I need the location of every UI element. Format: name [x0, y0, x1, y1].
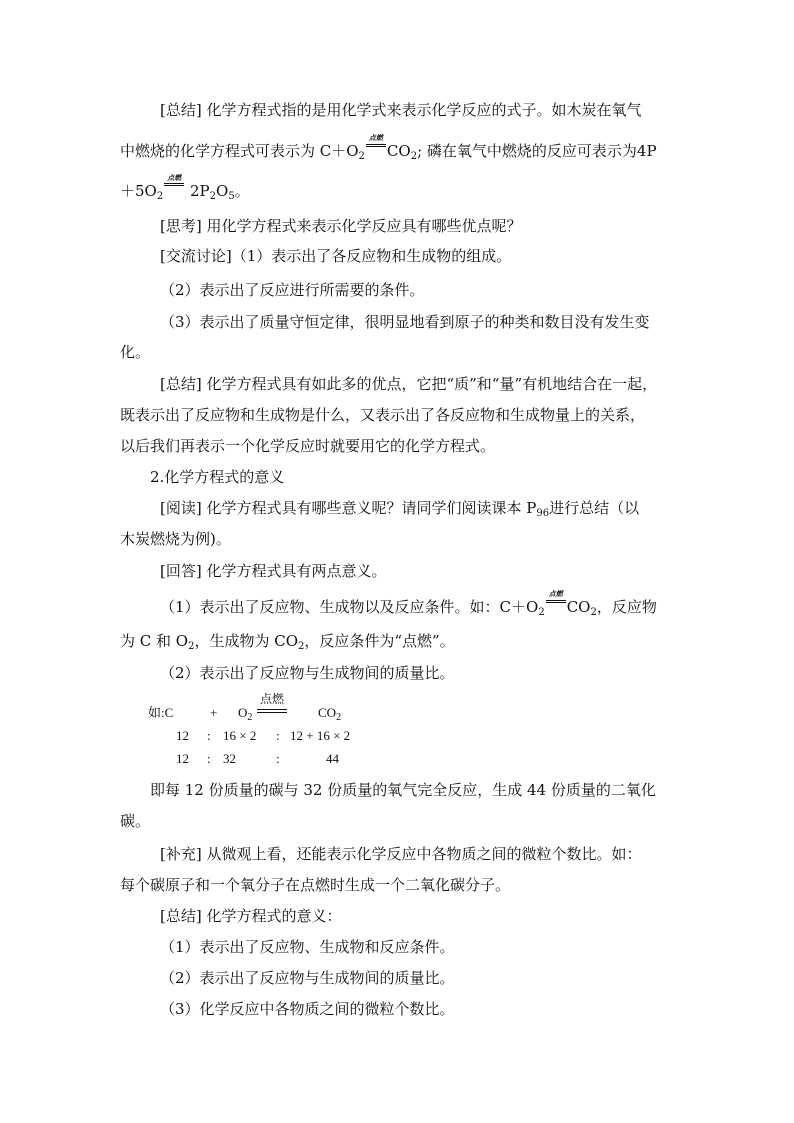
- p7-line1-text-b: 进行总结（以: [549, 499, 640, 517]
- eq-row2-b: 16 × 2: [223, 728, 257, 743]
- p9-line2-text-b: ，生成物为 CO: [194, 632, 299, 650]
- p7-line1-text-a: [阅读] 化学方程式具有哪些意义呢？请同学们阅读课本 P: [160, 499, 537, 517]
- p13-line: [总结] 化学方程式的意义：: [160, 907, 342, 925]
- p4-line: （2）表示出了反应进行所需要的条件。: [160, 281, 425, 299]
- p2-line: [思考] 用化学方程式来表示化学反应具有哪些优点呢？: [160, 217, 522, 235]
- subscript: 2: [336, 712, 342, 723]
- p9-line1-text-c: ，反应物: [596, 598, 657, 616]
- p10-line: （2）表示出了反应物与生成物间的质量比。: [160, 664, 455, 682]
- equals-bar: [366, 144, 386, 147]
- p1-line3-text-c: O: [216, 182, 229, 200]
- eq-row1-label: 如:C: [148, 705, 174, 720]
- subscript: 2: [247, 712, 253, 723]
- subscript: 2: [188, 641, 195, 652]
- eq-row1-o: O: [238, 705, 248, 720]
- eq-row3-c: 44: [326, 751, 339, 766]
- subscript: 2: [538, 607, 545, 618]
- eq-row3-b: 32: [223, 751, 236, 766]
- p11-line1: 即每 12 份质量的碳与 32 份质量的氧气完全反应，生成 44 份质量的二氧化: [150, 781, 656, 799]
- eq-equals-bar: [257, 709, 287, 713]
- eq-row1-o2: [238, 705, 252, 726]
- eq-condition-label: 点燃: [259, 692, 284, 706]
- p1-line1: [总结] 化学方程式指的是用化学式来表示化学反应的式子。如木炭在氧气: [160, 101, 642, 119]
- p7-line1: [160, 498, 639, 524]
- p9-line2-text-c: ，反应条件为“点燃”。: [304, 632, 455, 650]
- eq-row1-co2: [318, 705, 341, 726]
- p1-line3: [120, 173, 250, 207]
- p3-line: [交流讨论]（1）表示出了各反应物和生成物的组成。: [160, 247, 512, 265]
- p5-line2: 化。: [120, 343, 151, 361]
- eq-row2-colon1: :: [207, 728, 211, 743]
- p6-line2: 既表示出了反应物和生成物是什么，又表示出了各反应物和生成物量上的关系，: [120, 406, 646, 424]
- p11-line2: 碳。: [120, 812, 151, 830]
- p12-line1: [补充] 从微观上看，还能表示化学反应中各物质之间的微粒个数比。如：: [160, 845, 642, 863]
- p1-line2-text-a: 中燃烧的化学方程式可表示为 C＋O: [120, 142, 359, 160]
- p1-line2: [120, 133, 657, 167]
- reaction-condition: [365, 133, 387, 156]
- p1-line2-text-c: ; 磷在氧气中燃烧的反应可表示为4P: [417, 142, 657, 160]
- p9-line2: [120, 631, 455, 657]
- subscript: 2: [410, 151, 418, 162]
- condition-label: 点燃: [548, 589, 563, 598]
- equals-bar: [546, 600, 566, 603]
- subscript: 96: [536, 508, 550, 519]
- eq-row2-a: 12: [176, 728, 189, 743]
- section-heading: 2.化学方程式的意义: [150, 468, 285, 486]
- p15-line: （2）表示出了反应物与生成物间的质量比。: [160, 969, 455, 987]
- p9-line1-text-a: （1）表示出了反应物、生成物以及反应条件。如：C＋O: [160, 598, 539, 616]
- condition-label: 点燃: [167, 173, 182, 182]
- subscript: 2: [358, 151, 365, 162]
- p1-line3-text-d: 。: [234, 182, 250, 200]
- p6-line3: 以后我们再表示一个化学反应时就要用它的化学方程式。: [120, 437, 496, 455]
- p9-line2-text-a: 为 C 和 O: [120, 632, 189, 650]
- p16-line: （3）化学反应中各物质之间的微粒个数比。: [160, 1000, 455, 1018]
- subscript: 2: [590, 607, 597, 618]
- p14-line: （1）表示出了反应物、生成物和反应条件。: [160, 938, 455, 956]
- eq-row1-co: CO: [318, 705, 337, 720]
- p7-line2: 木炭燃烧为例)。: [120, 530, 231, 548]
- p6-line1: [总结] 化学方程式具有如此多的优点，它把“质”和“量”有机地结合在一起，: [160, 375, 658, 393]
- eq-row2-c: 12 + 16 × 2: [290, 728, 351, 743]
- p9-line1-text-b: CO: [566, 598, 591, 616]
- subscript: 5: [228, 191, 235, 202]
- p5-line1: （3）表示出了质量守恒定律，很明显地看到原子的种类和数目没有发生变: [160, 313, 650, 331]
- equals-bar: [164, 183, 184, 186]
- eq-row3-colon2: :: [276, 751, 280, 766]
- eq-row3-colon1: :: [207, 751, 211, 766]
- p8-line: [回答] 化学方程式具有两点意义。: [160, 562, 387, 580]
- eq-row1-plus: +: [210, 705, 218, 720]
- condition-label: 点燃: [368, 133, 383, 142]
- p9-line1: [160, 589, 657, 623]
- p1-line3-text-a: ＋5O: [120, 182, 157, 200]
- reaction-condition: [163, 173, 185, 196]
- p1-line2-text-b: CO: [386, 142, 411, 160]
- subscript: 2: [156, 191, 164, 202]
- eq-row3-a: 12: [176, 751, 189, 766]
- p1-line3-text-b: 2P: [190, 182, 210, 200]
- subscript: 2: [298, 641, 305, 652]
- p12-line2: 每个碳原子和一个氧分子在点燃时生成一个二氧化碳分子。: [120, 876, 511, 894]
- reaction-condition: [545, 589, 567, 612]
- subscript: 2: [209, 191, 217, 202]
- eq-row2-colon2: :: [276, 728, 280, 743]
